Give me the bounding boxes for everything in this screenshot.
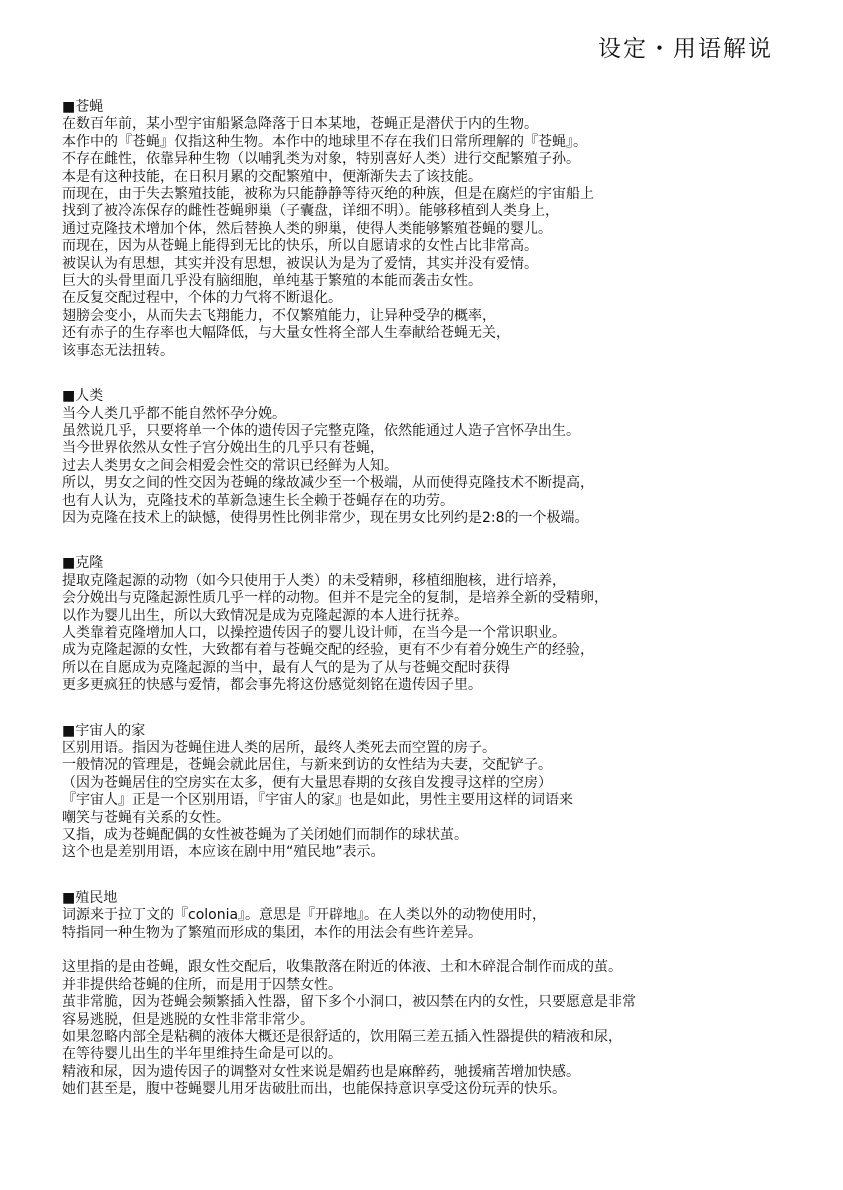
section-fly [62,99,782,360]
text-line: 一般情况的管理是，苍蝇会就此居住，与新来到访的女性结为夫妻，交配铲子。 [62,757,552,774]
text-line: 人类靠着克隆增加人口，以操控遗传因子的婴儿设计师，在当今是一个常识职业。 [62,624,566,641]
text-line: 以作为婴儿出生，所以大致情况是成为克隆起源的本人进行抚养。 [62,607,468,624]
text-line: 成为克隆起源的女性，大致都有着与苍蝇交配的经验，更有不少有着分娩生产的经验， [62,642,594,659]
text-line: 该事态无法扭转。 [62,342,174,359]
section-heading: ■殖民地 [62,889,118,906]
page-title: 设定・用语解说 [598,36,773,62]
text-line: 巨大的头骨里面几乎没有脑细胞，单纯基于繁殖的本能而袭击女性。 [62,273,482,290]
section-humans [62,388,782,527]
text-line: 在反复交配过程中，个体的力气将不断退化。 [62,290,342,307]
text-line: 通过克隆技术增加个体，然后替换人类的卵巢，使得人类能够繁殖苍蝇的婴儿。 [62,220,552,237]
text-line: 茧非常脆，因为苍蝇会频繁插入性器，留下多个小洞口，被囚禁在内的女性，只要愿意是非常 [62,994,636,1011]
text-line: 因为克隆在技术上的缺憾，使得男性比例非常少，现在男女比列约是2:8的一个极端。 [62,509,589,526]
text-line: （因为苍蝇居住的空房实在太多，便有大量思春期的女孩自发搜寻这样的空房） [62,774,552,791]
text-line: 词源来于拉丁文的『colonia』。意思是『开辟地』。在人类以外的动物使用时， [62,907,547,924]
text-line: 找到了被冷冻保存的雌性苍蝇卵巢（子囊盘，详细不明）。能够移植到人类身上， [62,203,559,220]
section-heading: ■宇宙人的家 [62,722,146,739]
text-line: 而现在，因为从苍蝇上能得到无比的快乐，所以自愿请求的女性占比非常高。 [62,238,538,255]
section-colony [62,890,782,1099]
text-line: 当今世界依然从女性子宫分娩出生的几乎只有苍蝇， [62,440,384,457]
text-line: 在数百年前，某小型宇宙船紧急降落于日本某地，苍蝇正是潜伏于内的生物。 [62,116,538,133]
text-line: 本作中的『苍蝇』仅指这种生物。本作中的地球里不存在我们日常所理解的『苍蝇』。 [62,133,587,150]
text-line: 也有人认为，克隆技术的革新急速生长全赖于苍蝇存在的功劳。 [62,492,454,509]
text-line: 她们甚至是，腹中苍蝇婴儿用牙齿破肚而出，也能保持意识享受这份玩弄的快乐。 [62,1081,566,1098]
text-line: 『宇宙人』正是一个区别用语，『宇宙人的家』也是如此，男性主要用这样的词语来 [62,792,573,809]
text-line: 当今人类几乎都不能自然怀孕分娩。 [62,405,286,422]
section-heading: ■苍蝇 [62,99,104,115]
text-line: 会分娩出与克隆起源性质几乎一样的动物。但并不是完全的复制，是培养全新的受精卵， [62,590,608,607]
text-line: 如果忽略内部全是粘稠的液体大概还是很舒适的，饮用隔三差五插入性器提供的精液和尿， [62,1029,622,1046]
text-line [62,942,782,959]
text-line: 而现在，由于失去繁殖技能，被称为只能静静等待灭绝的种族，但是在腐烂的宇宙船上 [62,186,594,203]
text-line: 过去人类男女之间会相爱会性交的常识已经鲜为人知。 [62,457,398,474]
text-line: 更多更疯狂的快感与爱情，都会事先将这份感觉刻铭在遗传因子里。 [62,677,482,694]
text-line: 虽然说几乎，只要将单一个体的遗传因子完整克隆，依然能通过人造子宫怀孕出生。 [62,422,580,439]
text-line: 被误认为有思想，其实并没有思想，被误认为是为了爱情，其实并没有爱情。 [62,255,538,272]
text-line: 提取克隆起源的动物（如今只使用于人类）的未受精卵，移植细胞核，进行培养， [62,572,566,589]
text-line: 区别用语。指因为苍蝇住进人类的居所，最终人类死去而空置的房子。 [62,740,496,756]
text-line: 精液和尿，因为遗传因子的调整对女性来说是媚药也是麻醉药，驰援痛苦增加快感。 [62,1063,580,1080]
text-line: 在等待婴儿出生的半年里维持生命是可以的。 [62,1046,342,1063]
text-line: 这里指的是由苍蝇，跟女性交配后，收集散落在附近的体液、土和木碎混合制作而成的茧。 [62,959,622,976]
text-line: 还有赤子的生存率也大幅降低，与大量女性将全部人生奉献给苍蝇无关， [62,325,510,342]
glossary-content [62,99,782,1127]
text-line: 嘲笑与苍蝇有关系的女性。 [62,809,230,826]
text-line: 所以，男女之间的性交因为苍蝇的缘故减少至一个极端，从而使得克隆技术不断提高， [62,475,594,492]
text-line: 翅膀会变小，从而失去飞翔能力，不仅繁殖能力，让异种受孕的概率， [62,307,496,324]
section-heading: ■克隆 [62,555,104,572]
text-line: 特指同一种生物为了繁殖而形成的集团，本作的用法会有些许差异。 [62,924,482,941]
section-clone [62,555,782,694]
text-line: 不存在雌性，依靠异种生物（以哺乳类为对象，特别喜好人类）进行交配繁殖子孙。 [62,151,580,168]
text-line: 本是有这种技能，在日积月累的交配繁殖中，便渐渐失去了该技能。 [62,168,482,185]
text-line: 这个也是差别用语，本应该在剧中用“殖民地”表示。 [62,844,385,861]
section-heading: ■人类 [62,388,104,405]
text-line: 所以在自愿成为克隆起源的当中，最有人气的是为了从与苍蝇交配时获得 [62,659,510,676]
section-alien-house [62,723,782,862]
text-line: 容易逃脱，但是逃脱的女性非常非常少。 [62,1011,314,1028]
text-line: 又指，成为苍蝇配偶的女性被苍蝇为了关闭她们而制作的球状茧。 [62,827,468,844]
text-line: 并非提供给苍蝇的住所，而是用于囚禁女性。 [62,976,342,993]
